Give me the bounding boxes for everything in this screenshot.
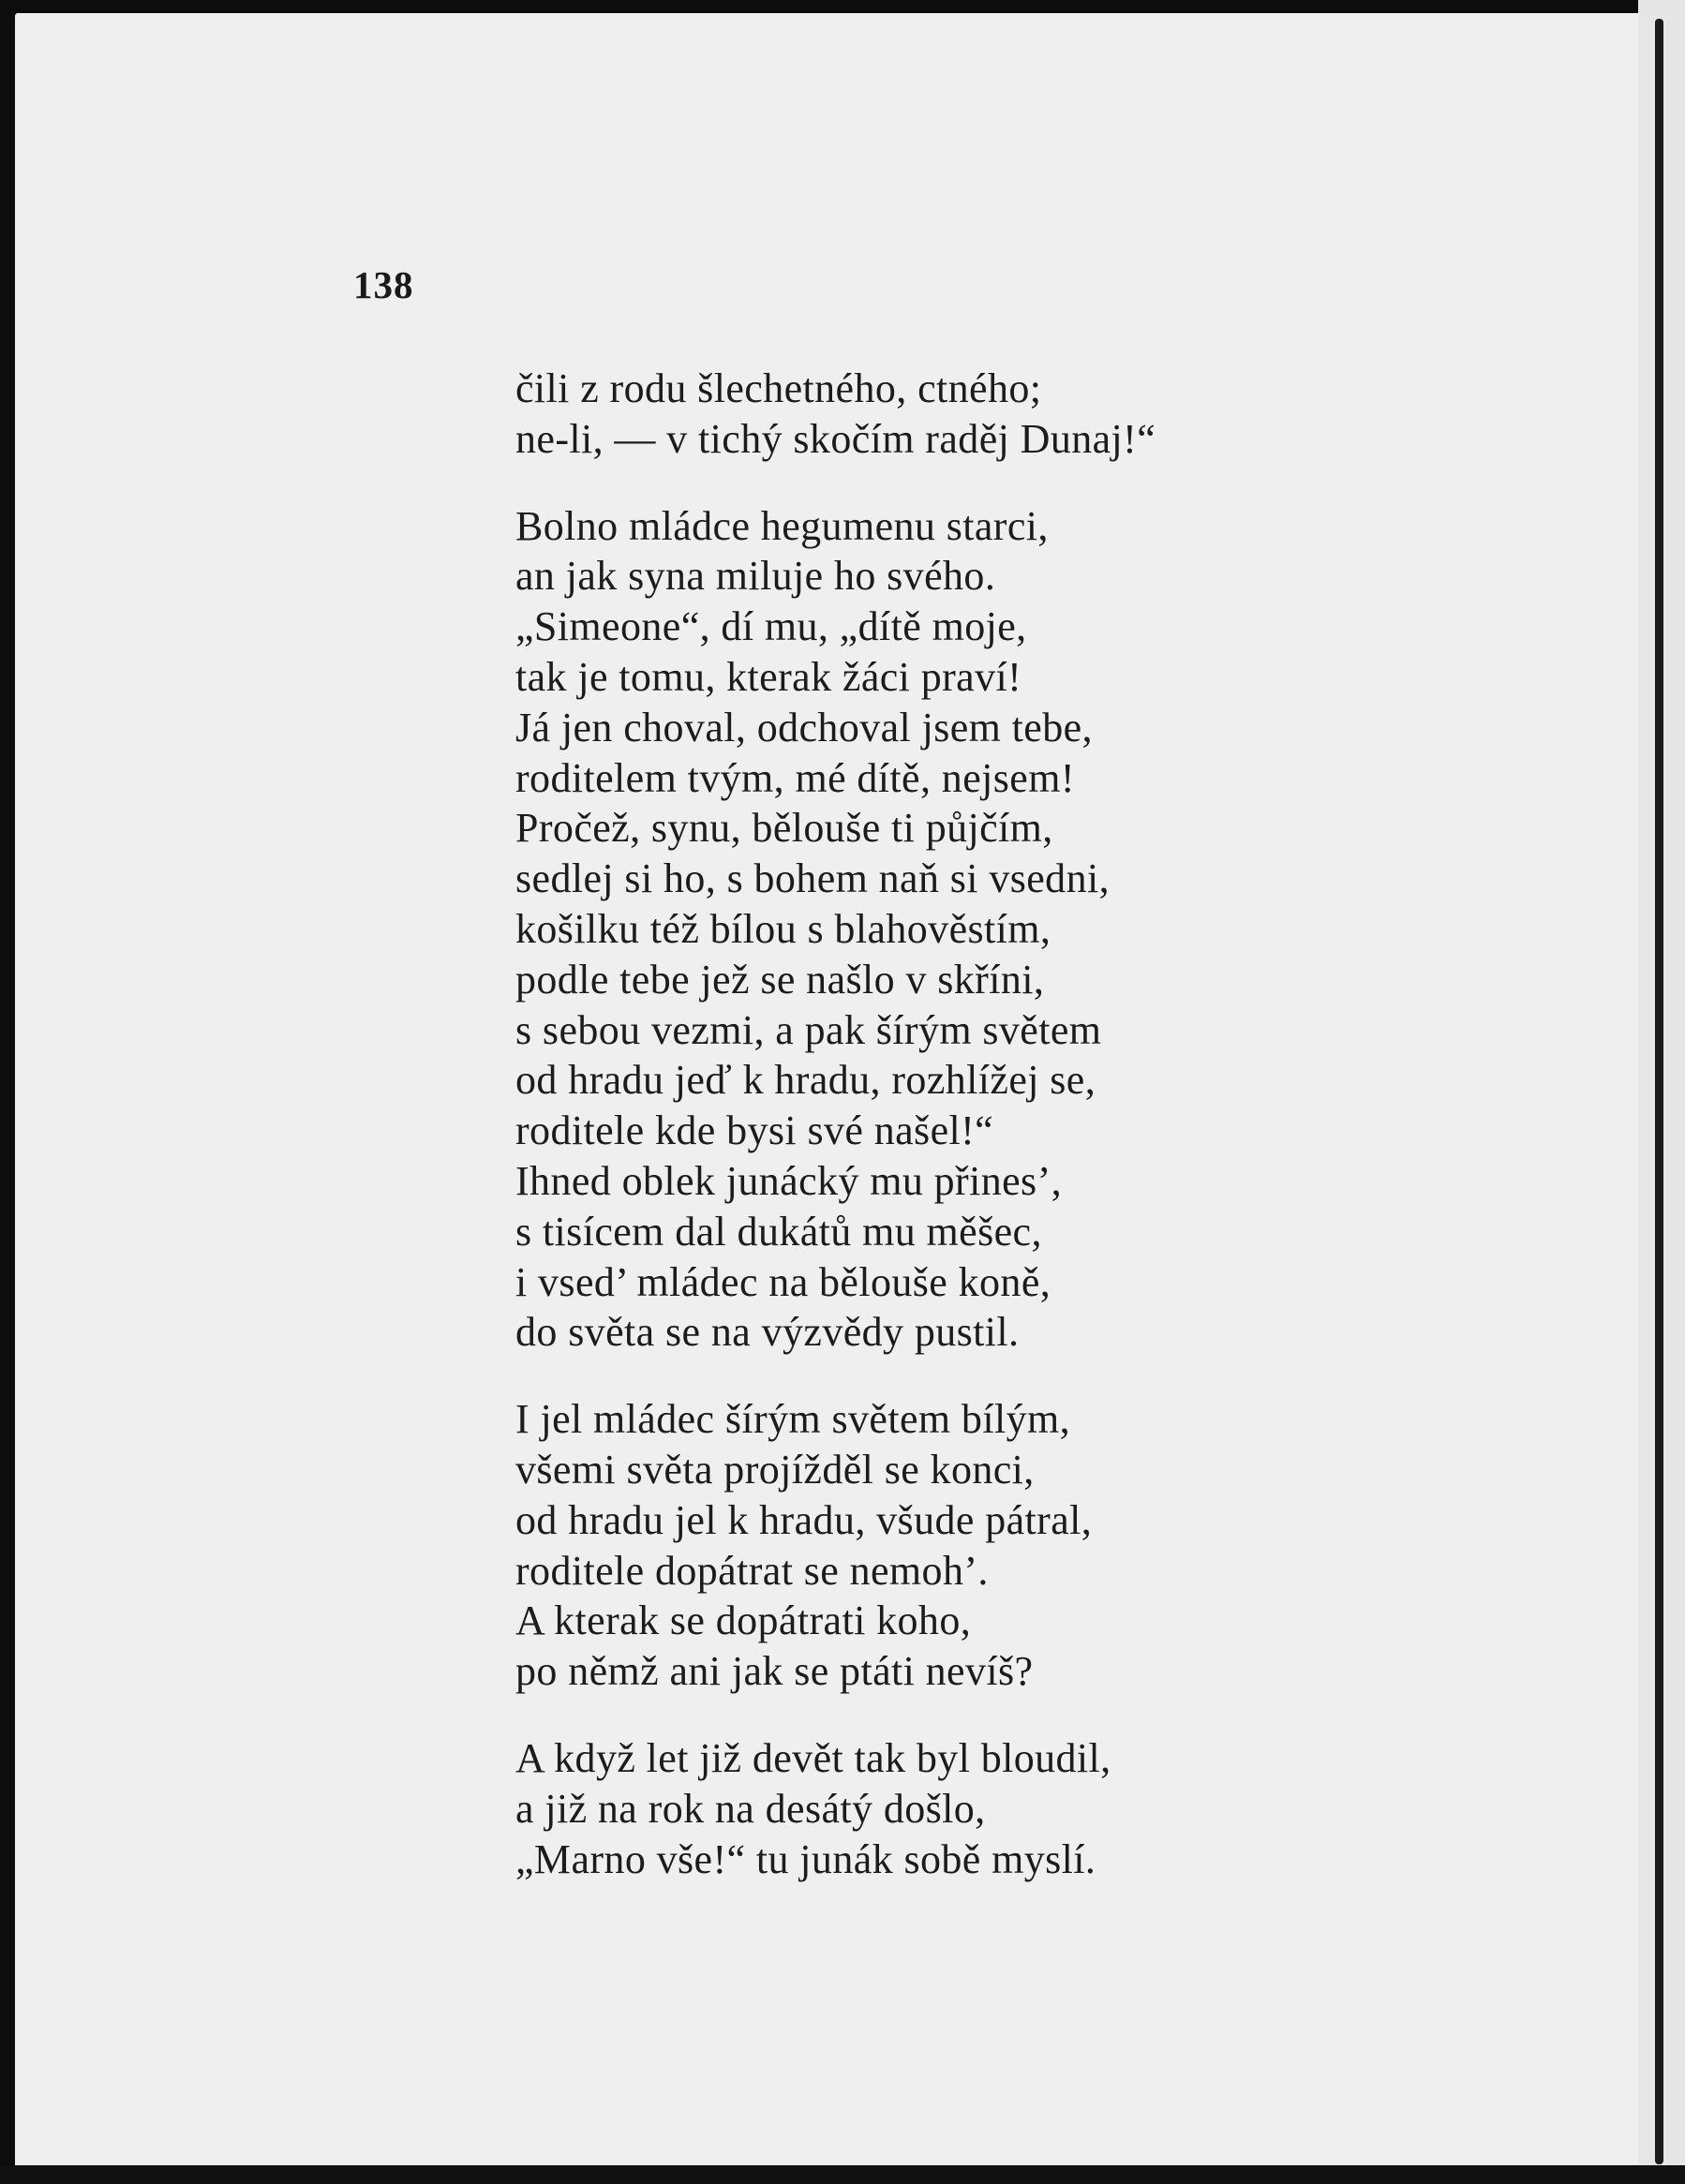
- stanza-3: [515, 1394, 1621, 1697]
- poem-line: košilku též bílou s blahověstím,: [515, 905, 1051, 952]
- poem-line: roditelem tvým, mé dítě, nejsem!: [515, 754, 1075, 801]
- poem-line: tak je tomu, kterak žáci praví!: [515, 653, 1022, 700]
- poem-line: Ihned oblek junácký mu přines’,: [515, 1157, 1063, 1204]
- poem-line: do světa se na výzvědy pustil.: [515, 1309, 1020, 1356]
- poem-line: Pročež, synu, bělouše ti půjčím,: [515, 805, 1053, 852]
- page-number: 138: [353, 263, 414, 306]
- poem-line: s sebou vezmi, a pak šírým světem: [515, 1006, 1102, 1053]
- spine-shadow: [1655, 19, 1663, 2164]
- poem-line: A kterak se dopátrati koho,: [515, 1597, 972, 1644]
- poem-line: podle tebe jež se našlo v skříni,: [515, 956, 1045, 1003]
- stanza-4: [515, 1733, 1621, 1884]
- poem-line: roditele dopátrat se nemoh’.: [515, 1547, 989, 1594]
- poem-line: od hradu jeď k hradu, rozhlížej se,: [515, 1057, 1096, 1104]
- poem-line: A když let již devět tak byl bloudil,: [515, 1734, 1111, 1781]
- bottom-scan-edge: [0, 2165, 1685, 2184]
- poem-line: od hradu jel k hradu, všude pátral,: [515, 1496, 1093, 1543]
- book-page: [15, 13, 1644, 2168]
- poem-line: všemi světa projížděl se konci,: [515, 1446, 1035, 1493]
- poem-line: a již na rok na desátý došlo,: [515, 1785, 986, 1832]
- poem-line: Já jen choval, odchoval jsem tebe,: [515, 704, 1093, 750]
- poem-line: an jak syna miluje ho svého.: [515, 553, 996, 600]
- poem-line: ne-li, — v tichý skočím raděj Dunaj!“: [515, 415, 1156, 462]
- poem-line: roditele kde bysi své našel!“: [515, 1107, 994, 1154]
- poem-line: I jel mládec šírým světem bílým,: [515, 1396, 1070, 1443]
- poem-line: i vsed’ mládec na bělouše koně,: [515, 1258, 1051, 1305]
- book-spine-edge: [1638, 0, 1685, 2184]
- poem-line: Bolno mládce hegumenu starci,: [515, 502, 1049, 549]
- poem-text: [515, 364, 1621, 1921]
- poem-line: čili z rodu šlechetného, ctného;: [515, 365, 1042, 411]
- poem-line: po němž ani jak se ptáti nevíš?: [515, 1648, 1034, 1695]
- poem-line: „Marno vše!“ tu junák sobě myslí.: [515, 1835, 1096, 1882]
- poem-line: s tisícem dal dukátů mu měšec,: [515, 1208, 1042, 1255]
- poem-line: „Simeone“, dí mu, „dítě moje,: [515, 603, 1027, 650]
- stanza-1: [515, 364, 1621, 465]
- stanza-2: [515, 501, 1621, 1359]
- poem-line: sedlej si ho, s bohem naň si vsedni,: [515, 855, 1111, 902]
